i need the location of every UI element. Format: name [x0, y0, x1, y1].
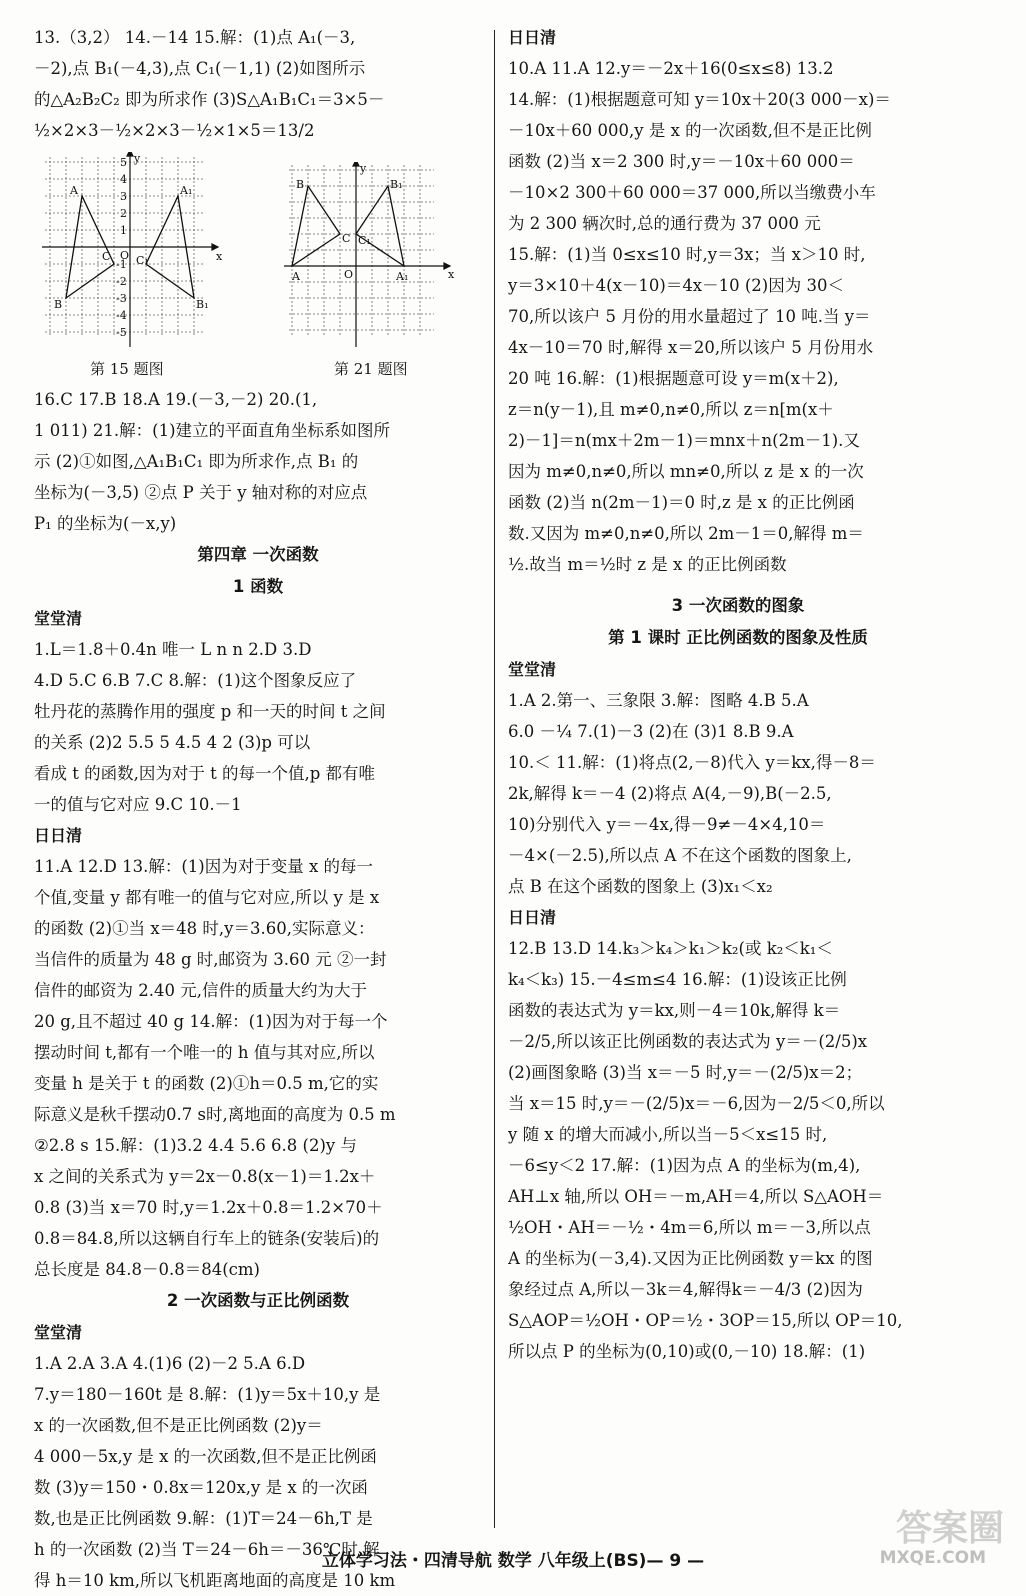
text-line: 的函数 (2)①当 x＝48 时,y＝3.60,实际意义：	[34, 919, 375, 938]
label-tangtangqing: 堂堂清	[34, 609, 83, 628]
text-line: 所以点 P 的坐标为(0,10)或(0,－10) 18.解：(1)	[508, 1342, 866, 1361]
text-line: 11.A 12.D 13.解：(1)因为对于变量 x 的每一	[34, 857, 374, 876]
text-line: 数,也是正比例函数 9.解：(1)T＝24－6h,T 是	[34, 1509, 373, 1528]
label-ririqing: 日日清	[508, 908, 557, 927]
text-line: 象经过点 A,所以－3k＝4,解得k＝－4/3 (2)因为	[508, 1280, 863, 1299]
text-line: 70,所以该户 5 月份的用水量超过了 10 吨.当 y＝	[508, 307, 871, 326]
text-line: 牡丹花的蒸腾作用的强度 p 和一天的时间 t 之间	[34, 702, 386, 721]
fig21-label-x: x	[448, 268, 455, 281]
text-line: 变量 h 是关于 t 的函数 (2)①h＝0.5 m,它的实	[34, 1074, 379, 1093]
text-line: 4.D 5.C 6.B 7.C 8.解：(1)这个图象反应了	[34, 671, 357, 690]
text-line: －4×(－2.5),所以点 A 不在这个函数的图象上,	[508, 846, 852, 865]
fig15-tick: -4	[116, 309, 127, 322]
text-line: ½×2×3－½×2×3－½×1×5＝13/2	[34, 121, 315, 140]
text-line: 4x－10＝70 时,解得 x＝20,所以该户 5 月份用水	[508, 338, 874, 357]
text-line: 12.B 13.D 14.k₃＞k₄＞k₁＞k₂(或 k₂＜k₁＜	[508, 939, 833, 958]
label-ririqing: 日日清	[34, 826, 83, 845]
fig15-label-a: A	[70, 184, 78, 197]
text-line: 当 x＝15 时,y＝－(2/5)x＝－6,因为－2/5＜0,所以	[508, 1094, 885, 1113]
fig15-label-b: B	[54, 298, 63, 311]
text-line: 2)－1]＝n(mx＋2m－1)＝mnx＋n(2m－1).又	[508, 431, 860, 450]
text-line: 的关系 (2)2 5.5 5 4.5 4 2 (3)p 可以	[34, 733, 311, 752]
fig15-tick: -2	[116, 275, 127, 288]
text-line: 数 (3)y＝150・0.8x＝120x,y 是 x 的一次函	[34, 1478, 368, 1497]
left-column	[34, 22, 482, 1596]
section-3-tangtang	[508, 685, 968, 902]
text-line: 个值,变量 y 都有唯一的值与它对应,所以 y 是 x	[34, 888, 380, 907]
text-line: 10.＜ 11.解：(1)将点(2,－8)代入 y＝kx,得－8＝	[508, 753, 876, 772]
text-line: 1.L＝1.8＋0.4n 唯一 L n n 2.D 3.D	[34, 640, 312, 659]
label-tangtangqing: 堂堂清	[508, 660, 557, 679]
text-line: ②2.8 s 15.解：(1)3.2 4.4 5.6 6.8 (2)y 与	[34, 1136, 357, 1155]
section-1-riri	[34, 851, 482, 1285]
text-line: 当信件的质量为 48 g 时,邮资为 3.60 元 ②一封	[34, 950, 387, 969]
text-line: 坐标为(－3,5) ②点 P 关于 y 轴对称的对应点	[34, 483, 368, 502]
text-line: 数.又因为 m≠0,n≠0,所以 2m－1＝0,解得 m＝	[508, 524, 864, 543]
text-line: －10x＋60 000,y 是 x 的一次函数,但不是正比例	[508, 121, 872, 140]
fig15-label-y: y	[134, 152, 141, 165]
text-line: 7.y＝180－160t 是 8.解：(1)y＝5x＋10,y 是	[34, 1385, 381, 1404]
fig15-label-x: x	[216, 250, 223, 263]
triangles	[292, 186, 404, 266]
text-line: ½.故当 m＝½时 z 是 x 的正比例函数	[508, 555, 787, 574]
figure-21-caption: 第 21 题图	[334, 360, 408, 378]
section-1-title: 1 函数	[232, 577, 284, 596]
fig15-tick: -1	[116, 258, 127, 271]
text-line: 一的值与它对应 9.C 10.－1	[34, 795, 242, 814]
text-line: 际意义是秋千摆动0.7 s时,离地面的高度为 0.5 m	[34, 1105, 396, 1124]
text-line: 摆动时间 t,都有一个唯一的 h 值与其对应,所以	[34, 1043, 375, 1062]
text-line: 点 B 在这个函数的图象上 (3)x₁＜x₂	[508, 877, 773, 896]
section-2-title: 2 一次函数与正比例函数	[166, 1291, 350, 1310]
text-line: 10)分别代入 y＝－4x,得－9≠－4×4,10＝	[508, 815, 826, 834]
text-line: 总长度是 84.8－0.8＝84(cm)	[34, 1260, 260, 1279]
fig21-label-a: A	[292, 270, 300, 283]
fig15-label-c: C	[102, 250, 111, 263]
left-top-block	[34, 22, 482, 146]
text-line: P₁ 的坐标为(－x,y)	[34, 514, 177, 533]
figure-21-graph	[284, 162, 474, 352]
section-3-riri	[508, 933, 968, 1367]
figure-15-graph	[40, 152, 230, 352]
section-3-subtitle: 第 1 课时 正比例函数的图象及性质	[608, 628, 868, 647]
fig15-label-origin: O	[120, 249, 130, 262]
text-line: 0.8 (3)当 x＝70 时,y＝1.2x＋0.8＝1.2×70＋	[34, 1198, 383, 1217]
text-line: ½OH・AH＝－½・4m＝6,所以 m＝－3,所以点	[508, 1218, 871, 1237]
text-line: 函数 (2)当 n(2m－1)＝0 时,z 是 x 的正比例函	[508, 493, 855, 512]
text-line: －2),点 B₁(－4,3),点 C₁(－1,1) (2)如图所示	[34, 59, 366, 78]
text-line: 15.解：(1)当 0≤x≤10 时,y＝3x；当 x＞10 时,	[508, 245, 866, 264]
text-line: 4 000－5x,y 是 x 的一次函数,但不是正比例函	[34, 1447, 377, 1466]
text-line: AH⊥x 轴,所以 OH＝－m,AH＝4,所以 S△AOH＝	[508, 1187, 884, 1206]
left-answers-16-21	[34, 384, 482, 539]
text-line: 20 g,且不超过 40 g 14.解：(1)因为对于每一个	[34, 1012, 388, 1031]
right-column	[508, 22, 968, 1367]
fig15-tick: 5	[120, 156, 127, 169]
text-line: 2k,解得 k＝－4 (2)将点 A(4,－9),B(－2.5,	[508, 784, 832, 803]
axes	[42, 152, 218, 347]
text-line: 6.0 －¼ 7.(1)－3 (2)在 (3)1 8.B 9.A	[508, 722, 794, 741]
page-footer: 立体学习法・四清导航 数学 八年级上(BS)— 9 —	[321, 1551, 705, 1571]
fig21-label-origin: O	[344, 268, 354, 281]
text-line: 1.A 2.第一、三象限 3.解：图略 4.B 5.A	[508, 691, 809, 710]
text-line: 函数的表达式为 y＝kx,则－4＝10k,解得 k＝	[508, 1001, 841, 1020]
fig21-label-y: y	[360, 162, 367, 175]
fig15-tick: 3	[120, 190, 127, 203]
section-2-riri	[508, 53, 968, 580]
text-line: 函数 (2)当 x＝2 300 时,y＝－10x＋60 000＝	[508, 152, 855, 171]
section-3-title: 3 一次函数的图象	[671, 596, 805, 615]
fig15-tick: -3	[116, 292, 127, 305]
text-line: 示 (2)①如图,△A₁B₁C₁ 即为所求作,点 B₁ 的	[34, 452, 359, 471]
text-line: k₄＜k₃) 15.－4≤m≤4 16.解：(1)设该正比例	[508, 970, 847, 989]
figure-15-caption: 第 15 题图	[90, 360, 164, 378]
text-line: 1.A 2.A 3.A 4.(1)6 (2)－2 5.A 6.D	[34, 1354, 306, 1373]
label-ririqing: 日日清	[508, 28, 557, 47]
text-line: 的△A₂B₂C₂ 即为所求作 (3)S△A₁B₁C₁＝3×5－	[34, 90, 385, 109]
text-line: 20 吨 16.解：(1)根据题意可设 y＝m(x＋2),	[508, 369, 839, 388]
text-line: 看成 t 的函数,因为对于 t 的每一个值,p 都有唯	[34, 764, 376, 783]
figures-block	[34, 152, 482, 384]
fig21-label-a1: A₁	[396, 270, 409, 283]
text-line: 为 2 300 辆次时,总的通行费为 37 000 元	[508, 214, 821, 233]
fig15-label-c1: C₁	[136, 254, 149, 267]
text-line: 0.8＝84.8,所以这辆自行车上的链条(安装后)的	[34, 1229, 380, 1248]
text-line: S△AOP＝½OH・OP＝½・3OP＝15,所以 OP＝10,	[508, 1311, 903, 1330]
column-divider	[494, 30, 495, 1528]
fig15-tick: 1	[120, 224, 127, 237]
fig21-label-c1: C₁	[358, 234, 371, 247]
fig15-label-b1: B₁	[196, 298, 209, 311]
label-tangtangqing: 堂堂清	[34, 1323, 83, 1342]
text-line: y＝3×10＋4(x－10)＝4x－10 (2)因为 30＜	[508, 276, 844, 295]
text-line: －10×2 300＋60 000＝37 000,所以当缴费小车	[508, 183, 876, 202]
fig21-label-b: B	[296, 178, 305, 191]
text-line: x 之间的关系式为 y＝2x－0.8(x－1)＝1.2x＋	[34, 1167, 376, 1186]
fig15-tick: 2	[120, 207, 127, 220]
text-line: x 的一次函数,但不是正比例函数 (2)y＝	[34, 1416, 323, 1435]
fig21-label-c: C	[342, 232, 351, 245]
text-line: 信件的邮资为 2.40 元,信件的质量大约为大于	[34, 981, 367, 1000]
watermark-logo: 答案圈	[895, 1508, 1004, 1549]
triangle-a1b1c1	[356, 186, 404, 266]
section-1-tangtang	[34, 634, 482, 820]
fig15-tick: 4	[120, 173, 127, 186]
text-line: A 的坐标为(－3,4).又因为正比例函数 y＝kx 的图	[508, 1249, 873, 1268]
text-line: z＝n(y－1),且 m≠0,n≠0,所以 z＝n[m(x＋	[508, 400, 834, 419]
text-line: h 的一次函数 (2)当 T＝24－6h＝－36℃时,解	[34, 1540, 380, 1559]
text-line: 1 011) 21.解：(1)建立的平面直角坐标系如图所	[34, 421, 391, 440]
fig15-label-a1: A₁	[180, 184, 193, 197]
text-line: －2/5,所以该正比例函数的表达式为 y＝－(2/5)x	[508, 1032, 868, 1051]
watermark-site: MXQE.COM	[879, 1548, 986, 1568]
text-line: 得 h＝10 km,所以飞机距离地面的高度是 10 km	[34, 1571, 396, 1590]
text-line: －6≤y＜2 17.解：(1)因为点 A 的坐标为(m,4),	[508, 1156, 861, 1175]
fig15-tick: -5	[116, 326, 127, 339]
text-line: 13.（3,2） 14.－14 15.解：(1)点 A₁(－3,	[34, 28, 356, 47]
text-line: (2)画图象略 (3)当 x＝－5 时,y＝－(2/5)x＝2；	[508, 1063, 863, 1082]
text-line: y 随 x 的增大而减小,所以当－5＜x≤15 时,	[508, 1125, 828, 1144]
fig21-label-b1: B₁	[390, 178, 403, 191]
triangle-abc	[292, 186, 340, 266]
text-line: 16.C 17.B 18.A 19.(－3,－2) 20.(1,	[34, 390, 318, 409]
text-line: 因为 m≠0,n≠0,所以 mn≠0,所以 z 是 x 的一次	[508, 462, 864, 481]
text-line: 14.解：(1)根据题意可知 y＝10x＋20(3 000－x)＝	[508, 90, 891, 109]
chapter-title: 第四章 一次函数	[197, 545, 319, 564]
text-line: 10.A 11.A 12.y＝－2x＋16(0≤x≤8) 13.2	[508, 59, 834, 78]
